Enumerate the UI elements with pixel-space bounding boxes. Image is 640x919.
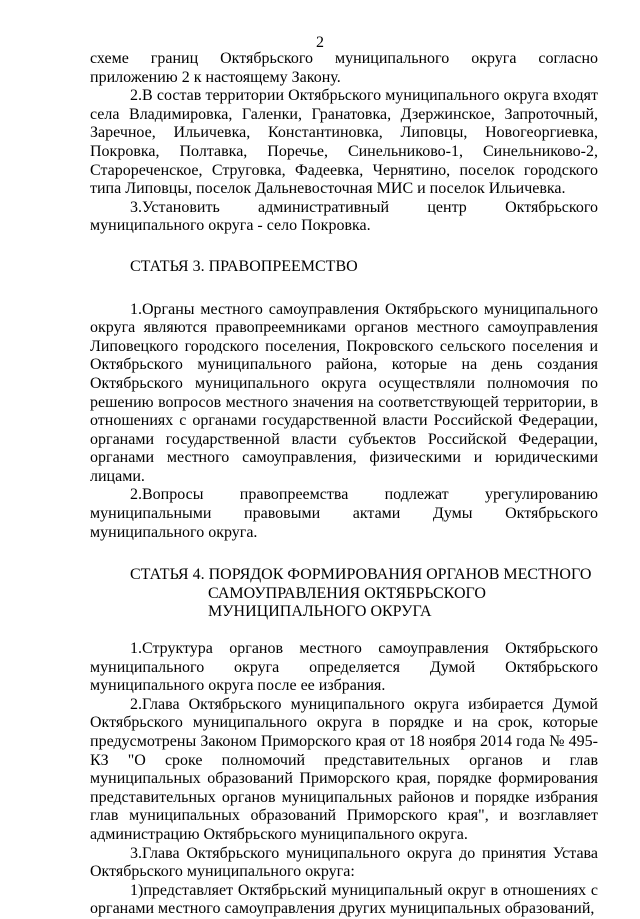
paragraph-administrative-center: 3.Установить административный центр Октябрьского муниципального округа - село Покровка. [90,198,598,235]
paragraph-territory-composition: 2.В состав территории Октябрьского муниципального округа входят села Владимировка, Галенки, Гранатовка, Дзержинское, Запроточный, Заречное, Ильичевка, Константиновка, Липовцы, Новогеоргиевка, Покровка, Полтавка, Поречье, Синельниково-1, Синельниково-2, Старореченское, Струговка, Фадеевка, Чернятино, поселок городского типа Липовцы, поселок Дальневосточная МИС и поселок Ильичевка. [90,87,598,198]
paragraph-structure-organs: 1.Структура органов местного самоуправления Октябрьского муниципального округа определяется Думой Октябрьского муниципального округа после ее избрания. [90,640,598,695]
paragraph-head-election: 2.Глава Октябрьского муниципального округа избирается Думой Октябрьского муниципального округа в порядке и на срок, которые предусмотрены Законом Приморского края от 18 ноября 2014 года № 495-КЗ "О сроке полномочий представительных органов и глав муниципальных образований Приморского края, порядке формирования представительных органов муниципальных районов и порядке избрания глав муниципальных образований Приморского края", и возглавляет администрацию Октябрьского муниципального округа. [90,695,598,843]
paragraph-succession-questions: 2.Вопросы правопреемства подлежат урегулированию муниципальными правовыми актами Думы Октябрьского муниципального округа. [90,486,598,541]
article-4-heading-line-3: МУНИЦИПАЛЬНОГО ОКРУГА [208,603,432,621]
paragraph-head-powers: 3.Глава Октябрьского муниципального округа до принятия Устава Октябрьского муниципального округа: [90,844,598,881]
paragraph-head-represents: 1)представляет Октябрьский муниципальный округ в отношениях с органами местного самоуправления других муниципальных образований, [90,881,598,918]
article-3-heading: СТАТЬЯ 3. ПРАВОПРЕЕМСТВО [130,257,358,275]
article-4-heading-line-1: СТАТЬЯ 4. ПОРЯДОК ФОРМИРОВАНИЯ ОРГАНОВ МЕСТНОГО [130,566,592,584]
page-number: 2 [316,34,324,51]
article-4-heading [90,566,598,622]
paragraph-succession-organs: 1.Органы местного самоуправления Октябрьского муниципального округа являются правопреемниками органов местного самоуправления Липовецкого городского поселения, Покровского сельского поселения и Октябрьского муниципального района, которые на день создания Октябрьского муниципального округа осуществляли полномочия по решению вопросов местного значения на соответствующей территории, в отношениях с органами государственной власти Российской Федерации, органами государственной власти субъектов Российской Федерации, органами местного самоуправления, физическими и юридическими лицами. [90,300,598,485]
article-4-heading-line-2: САМОУПРАВЛЕНИЯ ОКТЯБРЬСКОГО [208,584,486,602]
paragraph-boundary-scheme: схеме границ Октябрьского муниципального округа согласно приложению 2 к настоящему Закону. [90,50,598,86]
document-body [90,50,598,919]
